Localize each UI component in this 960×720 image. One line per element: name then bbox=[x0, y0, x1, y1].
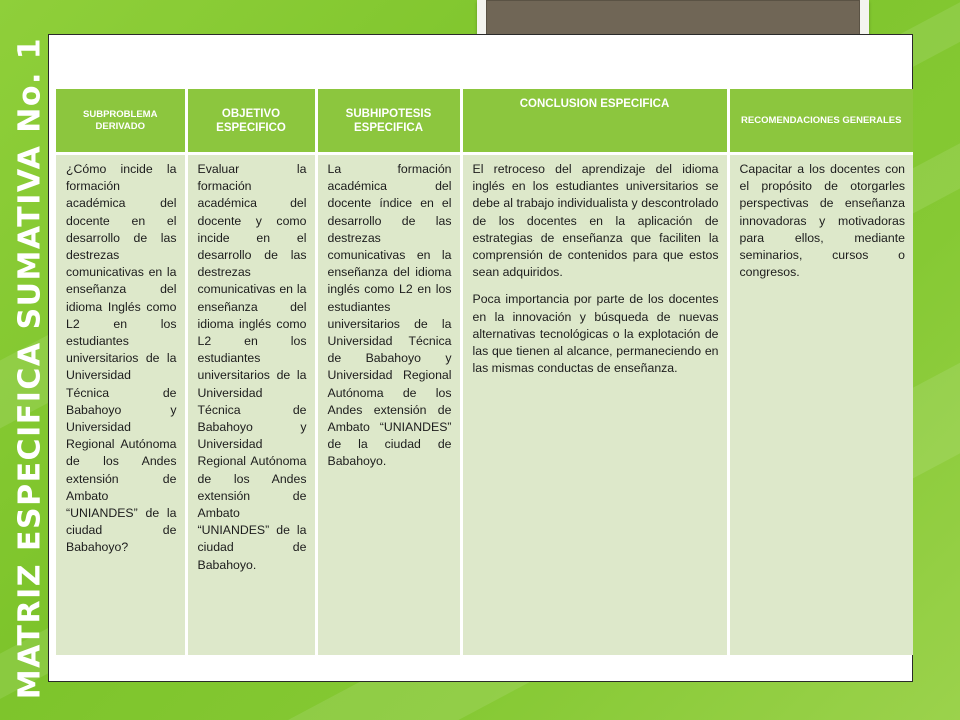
header-subproblema: SUBPROBLEMA DERIVADO bbox=[56, 89, 186, 154]
header-objetivo: OBJETIVO ESPECIFICO bbox=[186, 89, 316, 154]
header-conclusion: CONCLUSION ESPECIFICA bbox=[461, 89, 728, 154]
conclusion-paragraph-2: Poca importancia por parte de los docentes en la innovación y búsqueda de nuevas alternativas tecnológicas o la explotación de las que tienen al alcance, permaneciendo en las mismas conductas de enseñanza. bbox=[472, 292, 719, 376]
cell-recomendaciones: Capacitar a los docentes con el propósito de otorgarles perspectivas de enseñanza innovadoras y motivadoras para ellos, mediante seminarios, cursos o congresos. bbox=[728, 154, 913, 656]
cell-subproblema: ¿Cómo incide la formación académica del docente en el desarrollo de las destrezas comunicativas en la enseñanza del idioma Inglés como L2 en los estudiantes universitarios de la Universidad Técnica de Babahoyo y Universidad Regional Autónoma de los Andes extensión de Ambato “UNIANDES” de la ciudad de Babahoyo? bbox=[56, 154, 186, 656]
matrix-table bbox=[56, 89, 913, 655]
conclusion-paragraph-1: El retroceso del aprendizaje del idioma inglés en los estudiantes universitarios se debe al trabajo individualista y descontrolado de los docentes en la aplicación de estrategias de enseñanza que faciliten la comprensión de contenidos para que estos sean adquiridos. bbox=[472, 162, 719, 280]
cell-subhipotesis: La formación académica del docente índice en el desarrollo de las destrezas comunicativas en la enseñanza del idioma inglés como L2 en los estudiantes universitarios de la Universidad Técnica de Babahoyo y Universidad Regional Autónoma de los Andes extensión de Ambato “UNIANDES” de la ciudad de Babahoyo. bbox=[316, 154, 461, 656]
slide-title: MATRIZ ESPECIFICA SUMATIVA No. 1 bbox=[12, 36, 48, 700]
cell-objetivo: Evaluar la formación académica del docente y como incide en el desarrollo de las destrezas comunicativas en la enseñanza del idioma inglés como L2 en los estudiantes universitarios de la Universidad Técnica de Babahoyo y Universidad Regional Autónoma de los Andes extensión de Ambato “UNIANDES” de la ciudad de Babahoyo. bbox=[186, 154, 316, 656]
cell-conclusion bbox=[461, 154, 728, 656]
table-header-row bbox=[56, 89, 913, 154]
table-row bbox=[56, 154, 913, 656]
vertical-title bbox=[4, 0, 52, 720]
header-recomendaciones: RECOMENDACIONES GENERALES bbox=[728, 89, 913, 154]
header-subhipotesis: SUBHIPOTESIS ESPECIFICA bbox=[316, 89, 461, 154]
